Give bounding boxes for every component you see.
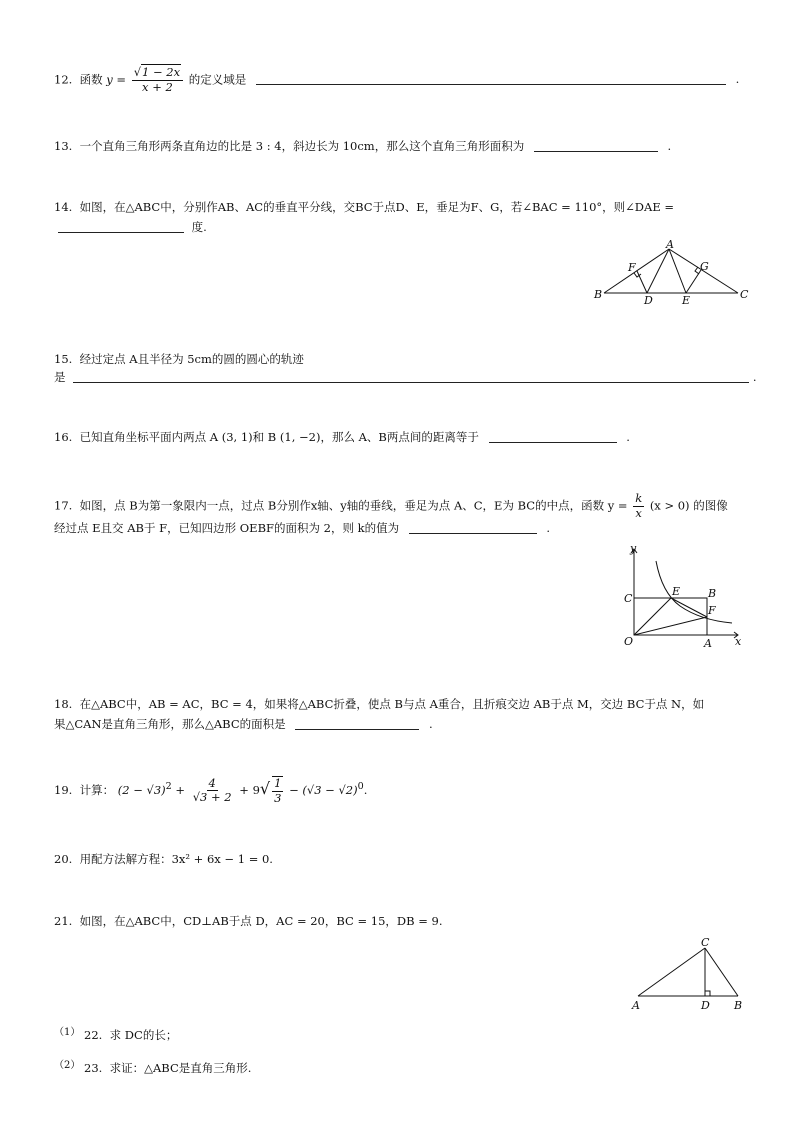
label-c: C [624, 592, 633, 605]
question-number: 12. [54, 72, 73, 87]
question-19: 19. 计算： $(2 - √3)^2$ + $\frac{4}{√3 + 2}$ + 9√ $\frac{1}{3}$ − $(√3 - √2)^0$. [54, 775, 368, 805]
question-18 [54, 697, 704, 711]
answer-blank[interactable] [534, 139, 658, 152]
question-23 [54, 1060, 251, 1075]
question-number: 20. [54, 852, 73, 866]
question-number: 15. [54, 352, 73, 366]
denominator: 3 [274, 790, 282, 805]
fraction: $\frac{√1 - 2x}{x + 2}$ [132, 66, 183, 95]
label-c: C [701, 936, 710, 949]
label-b: B [734, 999, 743, 1012]
answer-blank[interactable] [256, 72, 726, 85]
period: . [363, 782, 368, 797]
exponent: 2 [165, 780, 172, 792]
label-a: A [704, 637, 712, 650]
question-text: (x > 0) 的图像 [649, 498, 728, 513]
sub-mark: （1） [54, 1027, 81, 1038]
question-18-line2 [54, 717, 433, 731]
question-text: 果△CAN是直角三角形，那么△ABC的面积是 [54, 717, 286, 731]
answer-blank[interactable] [295, 717, 419, 730]
question-22 [54, 1027, 177, 1042]
question-number: 14. [54, 200, 73, 214]
question-15-line2 [54, 370, 756, 384]
label-a: A [632, 999, 640, 1012]
question-text: 一个直角三角形两条直角边的比是 3 : 4，斜边长为 10cm，那么这个直角三角形面积为 [79, 139, 525, 153]
formula-lhs: y = [106, 72, 127, 87]
sqrt-body: 1 − 2x [142, 65, 181, 79]
question-number: 21. [54, 914, 73, 928]
label-x: x [735, 635, 742, 648]
label-a: A [666, 240, 674, 251]
label-c: C [740, 288, 749, 301]
numerator: 4 [208, 775, 216, 790]
segment-fd [637, 271, 647, 293]
question-number: 23. [84, 1061, 103, 1075]
question-text: 的定义域是 [188, 72, 247, 87]
term-1: (2 − √3) [117, 782, 166, 797]
sub-mark: （2） [54, 1060, 81, 1071]
segment-of [634, 617, 707, 635]
plus-sign: + [175, 782, 186, 797]
label-d: D [644, 294, 653, 306]
radical-fraction [272, 776, 283, 806]
term-3: − (√3 − √2) [289, 782, 358, 797]
period: . [428, 717, 433, 731]
figure-coordinate-graph [620, 543, 750, 653]
question-21 [54, 914, 443, 928]
question-12 [54, 66, 739, 95]
label-e: E [682, 294, 691, 306]
question-number: 13. [54, 139, 73, 153]
fraction [633, 492, 644, 521]
label-b: B [594, 288, 603, 301]
question-number: 18. [54, 697, 73, 711]
answer-blank[interactable] [58, 220, 184, 233]
question-text: 如图，在△ABC中，分别作AB、AC的垂直平分线，交BC于点D、E，垂足为F、G，若∠BAC = 110°，则∠DAE = [79, 200, 675, 214]
label-g: G [700, 260, 709, 273]
label-d: D [701, 999, 710, 1012]
question-text: 经过定点 A且半径为 5cm的圆的圆心的轨迹 [79, 352, 304, 366]
segment-ac [638, 948, 705, 996]
question-text: 度. [191, 220, 207, 234]
question-15 [54, 352, 304, 366]
label-y: y [630, 543, 637, 555]
question-text: 在△ABC中，AB = AC，BC = 4，如果将△ABC折叠，使点 B与点 A重合，且折痕交边 AB于点 M，交边 BC于点 N，如 [79, 697, 705, 711]
figure-triangle-abc [590, 240, 750, 306]
question-16 [54, 430, 630, 444]
question-text: 经过点 E且交 AB于 F，已知四边形 OEBF的面积为 2，则 k的值为 [54, 521, 400, 535]
question-14-line2 [58, 220, 207, 234]
question-number: 19. [54, 782, 73, 797]
right-angle-mark-d [705, 991, 710, 996]
answer-blank[interactable] [489, 430, 617, 443]
segment-ad [647, 249, 669, 293]
fraction [191, 777, 234, 806]
question-number: 16. [54, 430, 73, 444]
label-e: E [672, 585, 681, 598]
figure-right-triangle [628, 936, 748, 1014]
answer-blank[interactable] [409, 521, 537, 534]
question-text: 求证：△ABC是直角三角形. [109, 1061, 252, 1075]
period: . [546, 521, 551, 535]
denominator: x [635, 505, 642, 520]
period: . [667, 139, 672, 153]
period: . [626, 430, 630, 444]
segment-oe [634, 598, 671, 635]
question-text: 如图，点 B为第一象限内一点，过点 B分别作x轴、y轴的垂线，垂足为点 A、C，E为 BC的中点，函数 y = [79, 498, 628, 513]
denominator: x + 2 [142, 79, 173, 94]
term-2: + 9 [239, 782, 260, 797]
question-text: 如图，在△ABC中，CD⊥AB于点 D，AC = 20，BC = 15，DB = 9. [79, 914, 443, 928]
denominator: √3 + 2 [192, 790, 232, 805]
question-14 [54, 200, 674, 214]
label-f: F [628, 261, 636, 274]
question-20 [54, 852, 273, 866]
exponent: 0 [357, 780, 364, 792]
label-o: O [624, 635, 634, 648]
question-13 [54, 139, 671, 153]
answer-blank[interactable] [73, 370, 749, 383]
segment-ef [671, 598, 707, 617]
question-number: 17. [54, 498, 73, 513]
question-text: 是 [54, 370, 66, 384]
question-text: 求 DC的长； [109, 1028, 178, 1042]
question-text: 计算： [79, 782, 115, 797]
question-text: 用配方法解方程：3x² + 6x − 1 = 0. [79, 852, 273, 866]
segment-ab [604, 249, 669, 293]
period: . [735, 72, 740, 87]
numerator: 1 [274, 776, 282, 790]
question-text: 已知直角坐标平面内两点 A (3, 1)和 B (1, −2)，那么 A、B两点间的距离等于 [79, 430, 479, 444]
rectangle-oabc [634, 598, 707, 635]
segment-bc [705, 948, 738, 996]
question-number: 22. [84, 1028, 103, 1042]
question-17 [54, 492, 728, 521]
segment-ae [669, 249, 686, 293]
question-17-line2 [54, 521, 550, 535]
label-f: F [708, 604, 716, 617]
numerator: k [635, 491, 643, 505]
period: . [752, 370, 757, 384]
label-b: B [708, 587, 717, 600]
question-text: 函数 [79, 72, 103, 87]
hyperbola-curve [656, 561, 732, 623]
